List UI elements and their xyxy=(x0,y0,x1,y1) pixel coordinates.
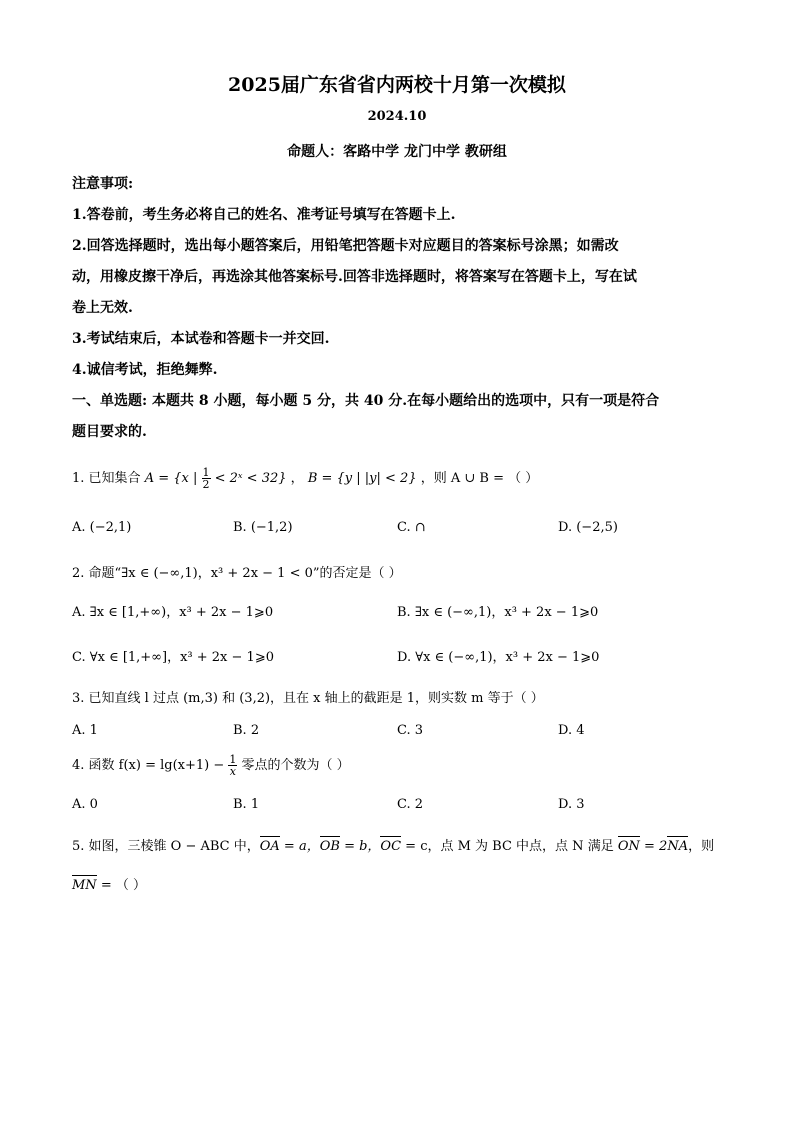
q1-option-a: A. (−2,1) xyxy=(72,520,132,535)
q4-stem-right: 零点的个数为（ ） xyxy=(241,758,350,773)
q1-separator: ， xyxy=(290,471,304,486)
q1-option-c: C. ∩ xyxy=(397,520,426,535)
q4-option-b: B. 1 xyxy=(233,797,260,812)
question-1-stem xyxy=(72,466,538,492)
q4-option-c: C. 2 xyxy=(397,797,424,812)
q1-option-b: B. (−1,2) xyxy=(233,520,293,535)
q5-vector-oa: OA xyxy=(259,839,280,854)
question-5-stem-line-2 xyxy=(72,874,146,893)
q3-option-d: D. 4 xyxy=(558,723,585,738)
q5-eq-on: = 2 xyxy=(639,839,668,854)
q2-option-d: D. ∀x ∈ (−∞,1)，x³ + 2x − 1⩾0 xyxy=(397,650,600,665)
q4-frac-denominator: x xyxy=(229,765,237,778)
q5-vector-ob: OB xyxy=(319,839,340,854)
q5-vector-on: ON xyxy=(617,839,640,854)
section-heading-line-1: 一、单选题: 本题共 8 小题，每小题 5 分，共 40 分.在每小题给出的选项中，只有一项是符合 xyxy=(72,393,660,409)
q5-eq-mn: = （ ） xyxy=(96,878,146,893)
q1-prefix: 1. 已知集合 xyxy=(72,471,141,486)
q5-text-1: 5. 如图，三棱锥 O − ABC 中， xyxy=(72,839,260,854)
question-3-stem: 3. 已知直线 l 过点 (m,3) 和 (3,2)，且在 x 轴上的截距是 1，则实数 m 等于（ ） xyxy=(72,691,544,706)
q1-set-a-left: A = {x | xyxy=(144,471,198,486)
note-item-2-line-1: 2.回答选择题时，选出每小题答案后，用铅笔把答题卡对应题目的答案标号涂黑；如需改 xyxy=(72,238,619,254)
q5-eq-a: = a， xyxy=(279,839,320,854)
q4-frac-numerator: 1 xyxy=(229,753,237,766)
q1-option-d: D. (−2,5) xyxy=(558,520,618,535)
exam-date: 2024.10 xyxy=(367,109,427,124)
q1-set-a-right: < 2ˣ < 32} xyxy=(214,471,287,486)
q3-option-c: C. 3 xyxy=(397,723,424,738)
q5-vector-mn: MN xyxy=(72,878,97,893)
q1-fraction xyxy=(202,467,211,490)
note-item-2-line-2: 动，用橡皮擦干净后，再选涂其他答案标号.回答非选择题时，将答案写在答题卡上，写在试 xyxy=(72,269,637,285)
q2-option-b: B. ∃x ∈ (−∞,1)，x³ + 2x − 1⩾0 xyxy=(397,605,599,620)
q1-set-b: B = {y | |y| < 2} xyxy=(307,471,417,486)
question-2-stem: 2. 命题“∃x ∈ (−∞,1)，x³ + 2x − 1 < 0”的否定是（ ） xyxy=(72,566,402,581)
q1-suffix: ，则 A ∪ B = （ ） xyxy=(420,471,539,486)
q4-stem-left: 4. 函数 f(x) = lg(x+1) − xyxy=(72,758,225,773)
notes-heading: 注意事项: xyxy=(72,176,134,192)
q3-option-a: A. 1 xyxy=(72,723,98,738)
q5-vector-oc: OC xyxy=(380,839,402,854)
q1-frac-numerator: 1 xyxy=(202,466,210,479)
note-item-1: 1.答卷前，考生务必将自己的姓名、准考证号填写在答题卡上. xyxy=(72,207,456,223)
page-title: 2025届广东省省内两校十月第一次模拟 xyxy=(228,74,566,96)
q5-eq-b: = b， xyxy=(339,839,381,854)
section-heading-line-2: 题目要求的. xyxy=(72,424,147,440)
q4-option-a: A. 0 xyxy=(72,797,98,812)
note-item-2-line-3: 卷上无效. xyxy=(72,300,133,316)
q4-option-d: D. 3 xyxy=(558,797,585,812)
question-5-stem-line-1 xyxy=(72,835,714,854)
q4-fraction xyxy=(228,754,237,777)
q5-tail: ，则 xyxy=(688,839,715,854)
q3-option-b: B. 2 xyxy=(233,723,260,738)
q1-frac-denominator: 2 xyxy=(202,478,210,491)
exam-authors: 命题人：客路中学 龙门中学 教研组 xyxy=(287,144,507,160)
question-4-stem xyxy=(72,753,350,779)
q2-option-a: A. ∃x ∈ [1,+∞)，x³ + 2x − 1⩾0 xyxy=(72,605,274,620)
q5-eq-c: = c，点 M 为 BC 中点，点 N 满足 xyxy=(401,839,618,854)
note-item-3: 3.考试结束后，本试卷和答题卡一并交回. xyxy=(72,331,330,347)
q5-vector-na: NA xyxy=(667,839,689,854)
q2-option-c: C. ∀x ∈ [1,+∞]，x³ + 2x − 1⩾0 xyxy=(72,650,274,665)
note-item-4: 4.诚信考试，拒绝舞弊. xyxy=(72,362,218,378)
